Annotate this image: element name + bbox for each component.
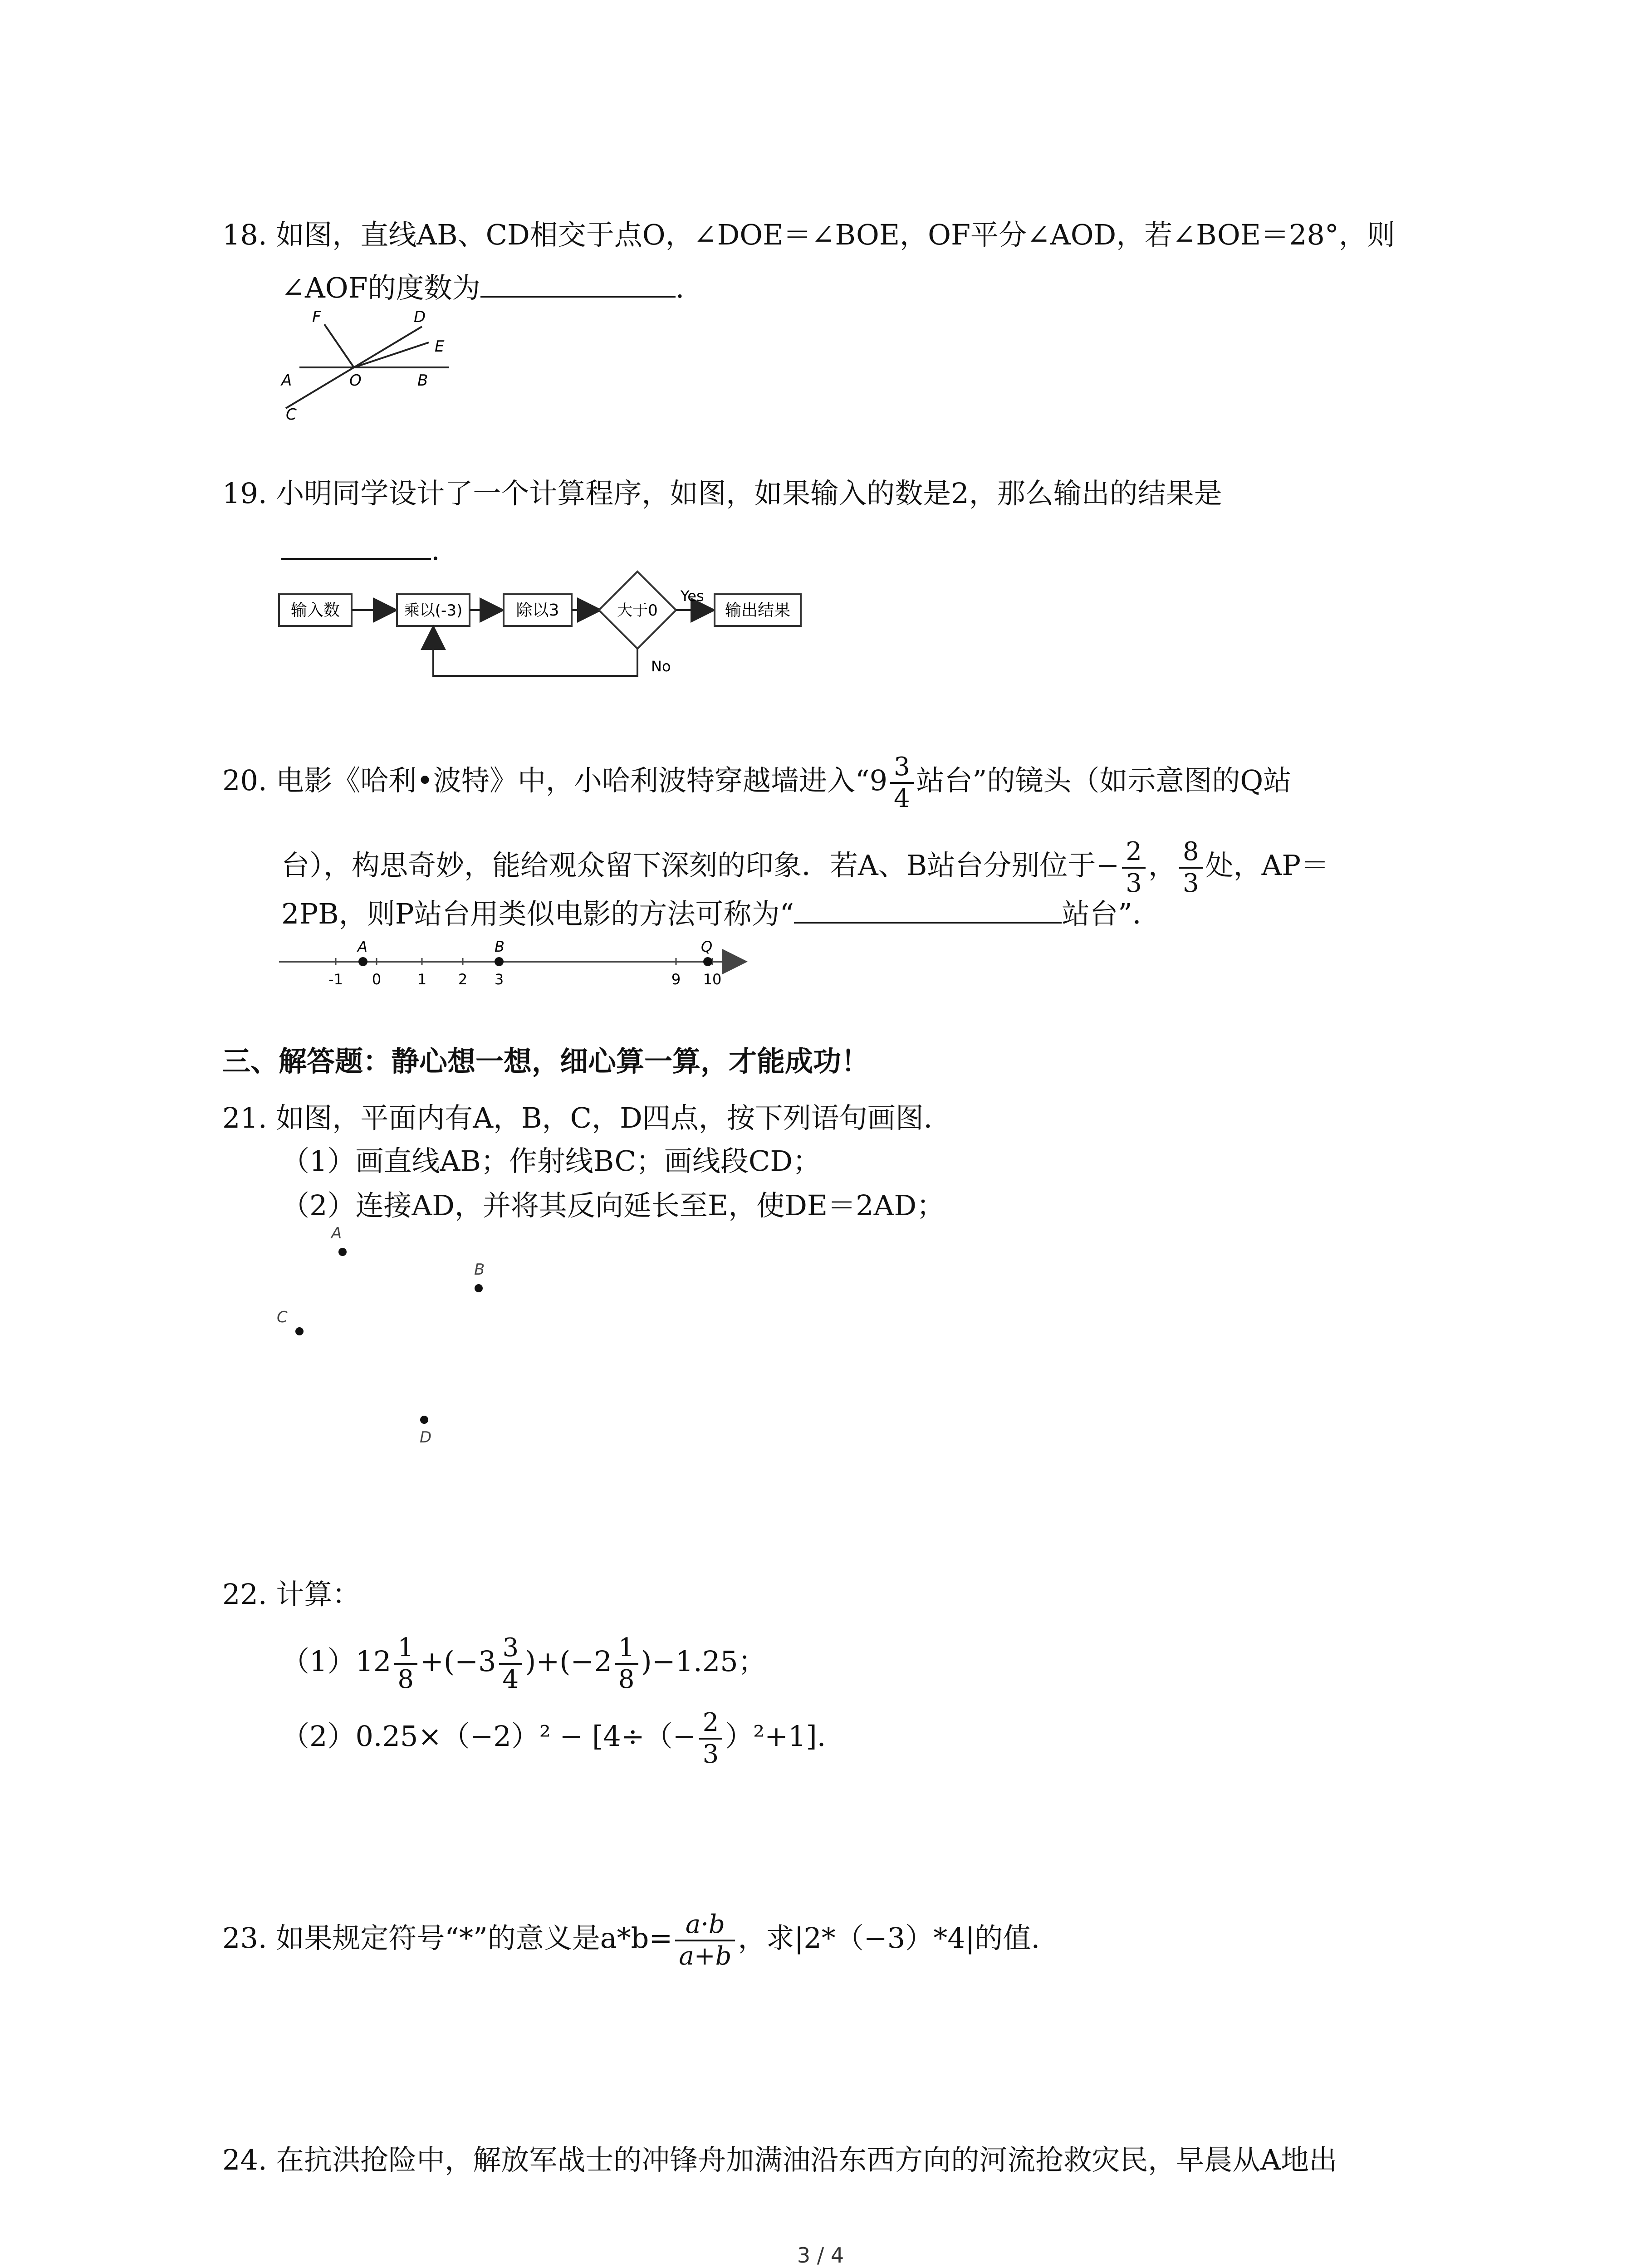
point-c [295, 1327, 304, 1335]
q18-line2-end: . [675, 271, 685, 304]
point-a [338, 1248, 347, 1256]
q19-line1: 19. 小明同学设计了一个计算程序，如图，如果输入的数是2，那么输出的结果是 [222, 477, 1222, 510]
flow-condition-label: 大于0 [617, 601, 658, 620]
q22-p1-text-a: （1）12 [281, 1645, 392, 1678]
point-b [495, 957, 504, 966]
q18-line2-text: ∠AOF的度数为 [281, 271, 480, 304]
ray-of [324, 324, 354, 367]
q20-line3 [281, 894, 1161, 932]
tick-label: 10 [703, 971, 722, 988]
q21-line2: （1）画直线AB；作射线BC；画线段CD； [281, 1144, 821, 1178]
q20-line1-text-a: 20. 电影《哈利•波特》中，小哈利波特穿越墙进入“9 [222, 764, 888, 797]
frac-num: a·b [675, 1910, 735, 1941]
q22-p1-text-c: )+(−2 [525, 1645, 612, 1678]
q20-line3-text-a: 2PB，则P站台用类似电影的方法可称为“ [281, 897, 794, 930]
frac-den: 3 [702, 1740, 719, 1769]
q18-line2 [281, 268, 684, 306]
point-c-label: C [277, 1308, 288, 1326]
point-a-label: A [331, 1225, 342, 1242]
frac-den: 4 [894, 784, 910, 813]
frac-num: 1 [394, 1633, 417, 1665]
q24-line1: 24. 在抗洪抢险中，解放军战士的冲锋舟加满油沿东西方向的河流抢救灾民，早晨从A地出 [222, 2143, 1337, 2176]
q20-answer-blank [794, 894, 1062, 924]
label-f: F [312, 308, 321, 326]
q21-line1: 21. 如图，平面内有A，B，C，D四点，按下列语句画图． [222, 1101, 952, 1134]
label-e: E [435, 337, 445, 356]
flow-output-label: 输出结果 [725, 601, 791, 620]
frac-den: a+b [679, 1941, 732, 1971]
tick-label: 9 [671, 971, 681, 988]
flow-no-label: No [651, 658, 671, 675]
frac-den: 3 [1126, 869, 1142, 898]
tick-label: 1 [417, 971, 427, 988]
q22-p1-fraction-3 [615, 1633, 638, 1695]
q22-p2-text-a: （2）0.25×（−2）² − [4÷（− [281, 1720, 696, 1753]
q18-line1: 18. 如图，直线AB、CD相交于点O，∠DOE＝∠BOE，OF平分∠AOD，若∠BOE＝28°，则 [222, 218, 1395, 251]
frac-den: 8 [618, 1665, 635, 1694]
point-b-label: B [474, 1261, 485, 1279]
section-3-heading: 三、解答题：静心想一想，细心算一算，才能成功！ [222, 1045, 870, 1078]
q20-line1-text-b: 站台”的镜头（如示意图的Q站 [916, 764, 1292, 797]
point-q [703, 957, 712, 966]
q22-p2-text-b: ）²+1]. [725, 1720, 826, 1753]
frac-num: 3 [890, 752, 914, 784]
flow-loop-arrow [433, 628, 637, 676]
q23-fraction [675, 1910, 735, 1971]
q19-answer-blank [281, 530, 431, 560]
point-q-label: Q [701, 938, 713, 955]
label-d: D [414, 308, 426, 326]
frac-den: 4 [502, 1665, 519, 1694]
q22-title: 22. 计算： [222, 1578, 361, 1611]
flow-divide-label: 除以3 [516, 601, 559, 620]
tick-label: -1 [328, 971, 343, 988]
q22-p1-text-d: )−1.25； [641, 1645, 766, 1678]
page-number: 3 / 4 [797, 2243, 844, 2268]
q23-text-b: ，求|2*（−3）*4|的值. [738, 1921, 1040, 1955]
point-b-label: B [495, 938, 505, 955]
q19-line2-end: . [431, 533, 440, 567]
label-a: A [281, 371, 292, 390]
label-b: B [417, 371, 428, 390]
q20-fraction-8-3 [1179, 837, 1203, 899]
q20-fraction-2-3 [1122, 837, 1146, 899]
ray-oe [354, 342, 429, 367]
label-o: O [349, 371, 362, 390]
point-a-label: A [358, 938, 367, 955]
q22-p2-fraction [699, 1708, 723, 1769]
q22-p1-text-b: +(−3 [420, 1645, 496, 1678]
frac-den: 8 [397, 1665, 414, 1694]
q21-line3: （2）连接AD，并将其反向延长至E，使DE＝2AD； [281, 1189, 945, 1222]
q18-answer-blank [480, 268, 676, 298]
tick-label: 0 [372, 971, 382, 988]
tick-label: 3 [494, 971, 504, 988]
q19-flowchart [272, 565, 817, 687]
q22-p1-fraction-2 [499, 1633, 523, 1695]
frac-num: 3 [499, 1633, 523, 1665]
q21-points-figure [268, 1225, 522, 1461]
q22-part1 [281, 1633, 766, 1695]
q23-line [222, 1910, 1040, 1971]
q20-line2 [281, 837, 1329, 899]
frac-num: 2 [1122, 837, 1146, 869]
q20-line2-text-a: 台），构思奇妙，能给观众留下深刻的印象．若A、B站台分别位于− [281, 849, 1120, 882]
flow-multiply-label: 乘以(-3) [404, 601, 463, 620]
frac-num: 8 [1179, 837, 1203, 869]
q20-line2-sep: ， [1148, 849, 1176, 882]
label-c: C [286, 406, 297, 424]
flow-yes-label: Yes [681, 587, 704, 605]
point-b [475, 1284, 483, 1292]
point-d-label: D [420, 1428, 432, 1447]
q22-part2 [281, 1708, 826, 1769]
frac-num: 2 [699, 1708, 723, 1740]
q18-angle-figure [272, 304, 463, 431]
point-a [358, 957, 367, 966]
q20-line3-text-b: 站台”． [1062, 897, 1161, 930]
frac-den: 3 [1182, 869, 1199, 898]
tick-label: 2 [458, 971, 468, 988]
q22-p1-fraction-1 [394, 1633, 417, 1695]
q20-line2-text-b: 处，AP＝ [1205, 849, 1329, 882]
q20-number-line [272, 934, 753, 993]
q19-line2 [281, 530, 440, 568]
flow-input-label: 输入数 [290, 601, 340, 620]
q23-text-a: 23. 如果规定符号“*”的意义是a*b= [222, 1921, 673, 1955]
q20-line1 [222, 752, 1291, 814]
q20-fraction-3-4 [890, 752, 914, 814]
frac-num: 1 [615, 1633, 638, 1665]
point-d [420, 1416, 428, 1424]
